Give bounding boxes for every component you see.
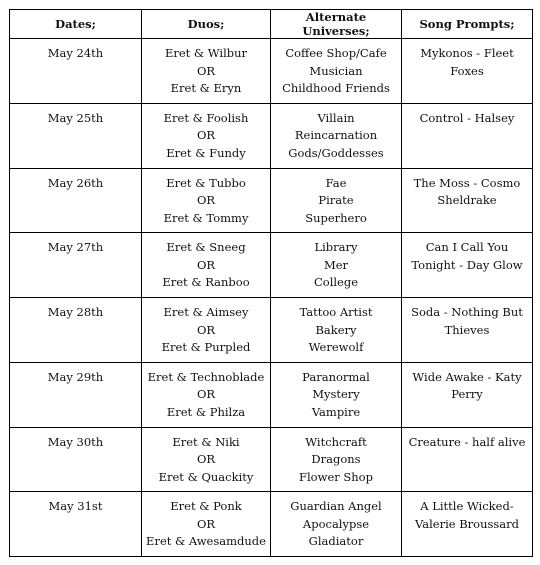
song-line: The Moss - Cosmo xyxy=(413,175,521,190)
date-cell xyxy=(10,103,142,168)
duos-cell xyxy=(142,492,271,557)
song-prompt-cell xyxy=(402,492,533,557)
alternate-universes-cell xyxy=(271,427,402,492)
song-line: Control - Halsey xyxy=(419,110,515,125)
duo-line: OR xyxy=(196,128,216,143)
table-row xyxy=(10,168,533,233)
date-cell xyxy=(10,233,142,298)
table-row xyxy=(10,39,533,104)
au-line: Coffee Shop/Cafe xyxy=(285,46,387,60)
duo-line: OR xyxy=(196,322,216,337)
header-row xyxy=(10,10,533,39)
duo-line: OR xyxy=(196,452,216,466)
duo-line: Eret & Ponk xyxy=(170,499,242,514)
duo-line: Eret & Fundy xyxy=(166,145,246,160)
date-cell xyxy=(10,298,142,363)
au-line: Reincarnation xyxy=(294,128,378,143)
au-line: Mystery xyxy=(312,387,360,402)
duos-cell xyxy=(142,168,271,233)
duo-line: Eret & Foolish xyxy=(163,110,249,125)
song-prompt-cell xyxy=(402,362,533,427)
au-line: College xyxy=(313,275,359,290)
date-text: May 29th xyxy=(47,369,104,384)
au-line: Musician xyxy=(309,63,363,78)
duo-line: OR xyxy=(196,387,216,402)
song-line: Mykonos - Fleet Foxes xyxy=(420,46,514,78)
alternate-universes-cell xyxy=(271,39,402,104)
date-cell xyxy=(10,362,142,427)
duo-line: OR xyxy=(196,63,216,78)
duos-cell xyxy=(142,39,271,104)
date-cell xyxy=(10,427,142,492)
alternate-universes-cell xyxy=(271,103,402,168)
duos-cell xyxy=(142,362,271,427)
duo-line: OR xyxy=(196,516,216,531)
duo-line: Eret & Purpled xyxy=(161,340,251,354)
song-line: Valerie Broussard xyxy=(414,516,520,531)
duo-line: Eret & Ranboo xyxy=(162,275,250,290)
au-line: Villain xyxy=(317,110,355,125)
au-line: Library xyxy=(314,240,358,255)
duo-line: Eret & Tubbo xyxy=(166,175,246,190)
date-text: May 30th xyxy=(47,434,104,449)
song-line: Can I Call You xyxy=(425,240,509,255)
song-line: Perry xyxy=(451,387,483,402)
alternate-universes-cell xyxy=(271,492,402,557)
date-text: May 26th xyxy=(47,175,104,190)
au-line: Paranormal xyxy=(302,369,370,384)
song-prompt-cell xyxy=(402,233,533,298)
song-prompt-cell xyxy=(402,427,533,492)
prompt-schedule-table xyxy=(9,9,533,557)
au-line: Dragons xyxy=(311,452,361,466)
au-line: Childhood Friends xyxy=(282,81,390,95)
song-prompt-cell xyxy=(402,168,533,233)
song-line: A Little Wicked- xyxy=(420,499,514,514)
table-row xyxy=(10,492,533,557)
date-text: May 24th xyxy=(47,46,104,60)
song-line: Creature - half alive xyxy=(408,434,526,449)
duo-line: Eret & Aimsey xyxy=(163,305,249,319)
au-line: Bakery xyxy=(315,322,357,337)
table-row xyxy=(10,427,533,492)
duos-cell xyxy=(142,103,271,168)
au-line: Tattoo Artist xyxy=(299,305,373,319)
alternate-universes-cell xyxy=(271,298,402,363)
au-line: Gods/Goddesses xyxy=(288,145,384,160)
table-row xyxy=(10,362,533,427)
duo-line: Eret & Technoblade xyxy=(147,369,265,384)
au-line: Apocalypse xyxy=(302,516,370,531)
au-line: Gladiator xyxy=(308,534,364,549)
duo-line: Eret & Awesamdude xyxy=(146,534,266,549)
table-row xyxy=(10,233,533,298)
song-line: Tonight - Day Glow xyxy=(411,257,523,272)
alternate-universes-cell xyxy=(271,168,402,233)
date-text: May 27th xyxy=(47,240,104,255)
song-line: Thieves xyxy=(444,322,490,337)
song-prompt-cell xyxy=(402,298,533,363)
duo-line: Eret & Tommy xyxy=(163,210,249,225)
alternate-universes-cell xyxy=(271,362,402,427)
header-dates: Dates; xyxy=(10,10,142,39)
duo-line: Eret & Philza xyxy=(166,404,246,419)
header-song-prompts: Song Prompts; xyxy=(402,10,533,39)
song-prompt-cell xyxy=(402,103,533,168)
au-line: Guardian Angel xyxy=(290,499,382,514)
duo-line: OR xyxy=(196,257,216,272)
au-line: Fae xyxy=(325,175,347,190)
duo-line: OR xyxy=(196,193,216,207)
duo-line: Eret & Wilbur xyxy=(164,46,248,60)
duo-line: Eret & Quackity xyxy=(158,469,254,484)
duos-cell xyxy=(142,427,271,492)
duo-line: Eret & Sneeg xyxy=(166,240,246,255)
date-text: May 28th xyxy=(47,305,104,319)
duos-cell xyxy=(142,233,271,298)
date-text: May 25th xyxy=(47,110,104,125)
date-cell xyxy=(10,39,142,104)
au-line: Werewolf xyxy=(308,340,364,354)
song-line: Wide Awake - Katy xyxy=(412,369,522,384)
date-text: May 31st xyxy=(48,499,103,514)
alternate-universes-cell xyxy=(271,233,402,298)
header-alternate-universes: Alternate Universes; xyxy=(271,10,402,39)
au-line: Mer xyxy=(323,257,349,272)
duo-line: Eret & Niki xyxy=(172,434,240,449)
duos-cell xyxy=(142,298,271,363)
date-cell xyxy=(10,492,142,557)
date-cell xyxy=(10,168,142,233)
au-line: Superhero xyxy=(305,210,367,225)
au-line: Witchcraft xyxy=(305,434,367,449)
table-row xyxy=(10,103,533,168)
au-line: Vampire xyxy=(311,404,361,419)
song-line: Soda - Nothing But xyxy=(411,305,523,319)
table-row xyxy=(10,298,533,363)
song-prompt-cell xyxy=(402,39,533,104)
au-line: Pirate xyxy=(318,193,354,207)
duo-line: Eret & Eryn xyxy=(170,81,242,95)
song-line: Sheldrake xyxy=(437,193,497,207)
au-line: Flower Shop xyxy=(299,469,373,484)
header-duos: Duos; xyxy=(142,10,271,39)
